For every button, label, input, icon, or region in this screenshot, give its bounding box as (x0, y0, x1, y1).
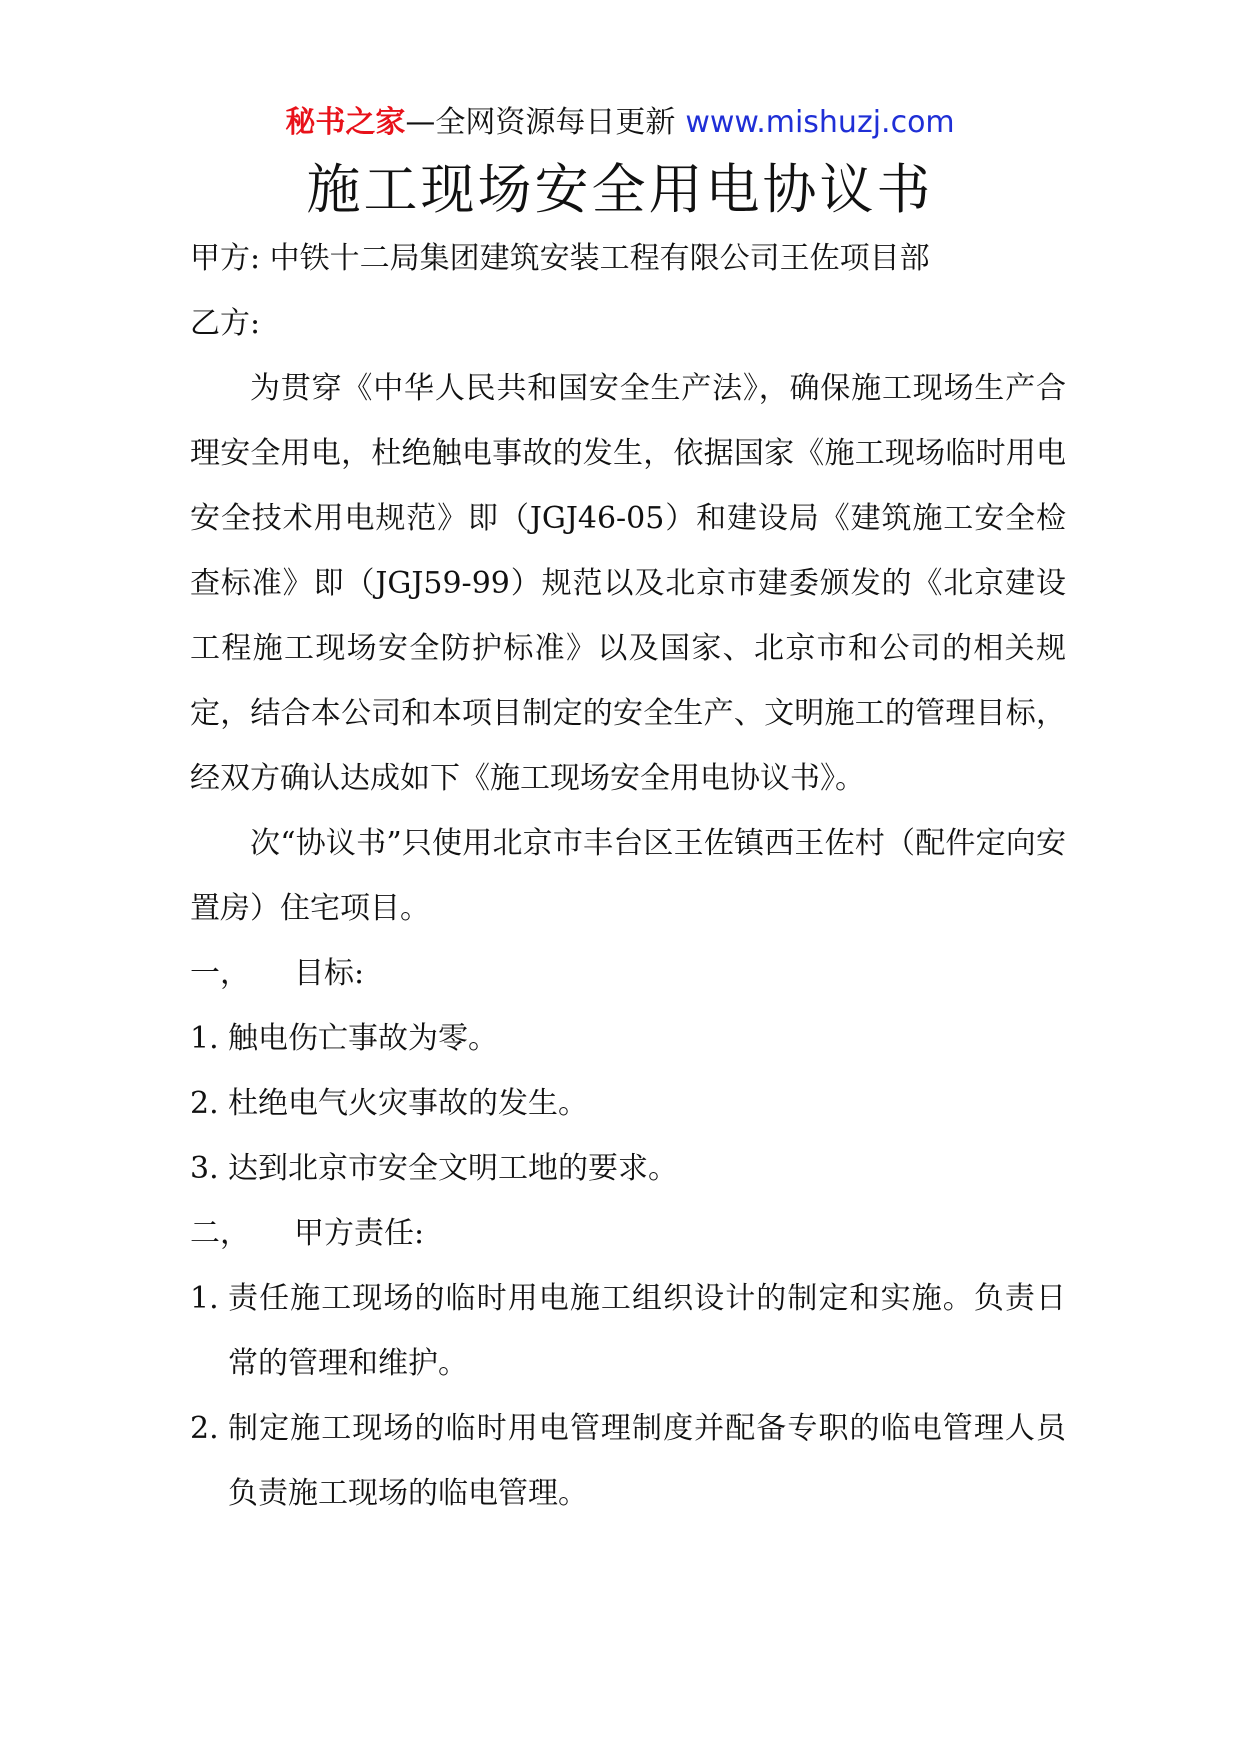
list-item-number: 2. (190, 1411, 219, 1446)
list-item-text: 触电伤亡事故为零。 (228, 1021, 498, 1056)
section-number: 二， (190, 1216, 250, 1251)
list-item-number: 3. (190, 1151, 219, 1186)
list-item-text: 杜绝电气火灾事故的发生。 (228, 1086, 588, 1121)
document-body (190, 226, 1066, 1526)
list-item-text: 达到北京市安全文明工地的要求。 (228, 1151, 678, 1186)
section-label: 目标: (294, 956, 365, 991)
body-paragraph: 次“协议书”只使用北京市丰台区王佐镇西王佐村（配件定向安置房）住宅项目。 (190, 826, 1066, 926)
party-a-line: 甲方: 中铁十二局集团建筑安装工程有限公司王佐项目部 (190, 241, 930, 276)
list-item-text: 制定施工现场的临时用电管理制度并配备专职的临电管理人员负责施工现场的临电管理。 (228, 1411, 1066, 1511)
list-item (190, 1266, 1066, 1396)
section-number: 一， (190, 956, 250, 991)
list-item-text: 责任施工现场的临时用电施工组织设计的制定和实施。负责日常的管理和维护。 (228, 1281, 1066, 1381)
list-item (190, 1006, 1066, 1071)
list-item (190, 1071, 1066, 1136)
list-item-number: 1. (190, 1281, 219, 1316)
site-banner (0, 100, 1240, 146)
party-b-line: 乙方: (190, 306, 261, 341)
banner-url-link[interactable]: www.mishuzj.com (685, 105, 955, 140)
banner-brand: 秘书之家 (285, 105, 406, 140)
banner-slogan: —全网资源每日更新 (405, 105, 676, 140)
section-heading-party-a-duties (190, 1201, 1066, 1266)
list-item-number: 2. (190, 1086, 219, 1121)
body-paragraph: 为贯穿《中华人民共和国安全生产法》，确保施工现场生产合理安全用电，杜绝触电事故的发生，依据国家《施工现场临时用电安全技术用电规范》即（JGJ46-05）和建设局《建筑施工安全检查标准》即（JGJ59-99）规范以及北京市建委颁发的《北京建设工程施工现场安全防护标准》以及国家、北京市和公司的相关规定，结合本公司和本项目制定的安全生产、文明施工的管理目标，经双方确认达成如下《施工现场安全用电协议书》。 (190, 371, 1066, 796)
list-item (190, 1136, 1066, 1201)
document-title: 施工现场安全用电协议书 (306, 158, 934, 221)
section-label: 甲方责任: (294, 1216, 425, 1251)
list-item-number: 1. (190, 1021, 219, 1056)
section-heading-goals (190, 941, 1066, 1006)
list-item (190, 1396, 1066, 1526)
